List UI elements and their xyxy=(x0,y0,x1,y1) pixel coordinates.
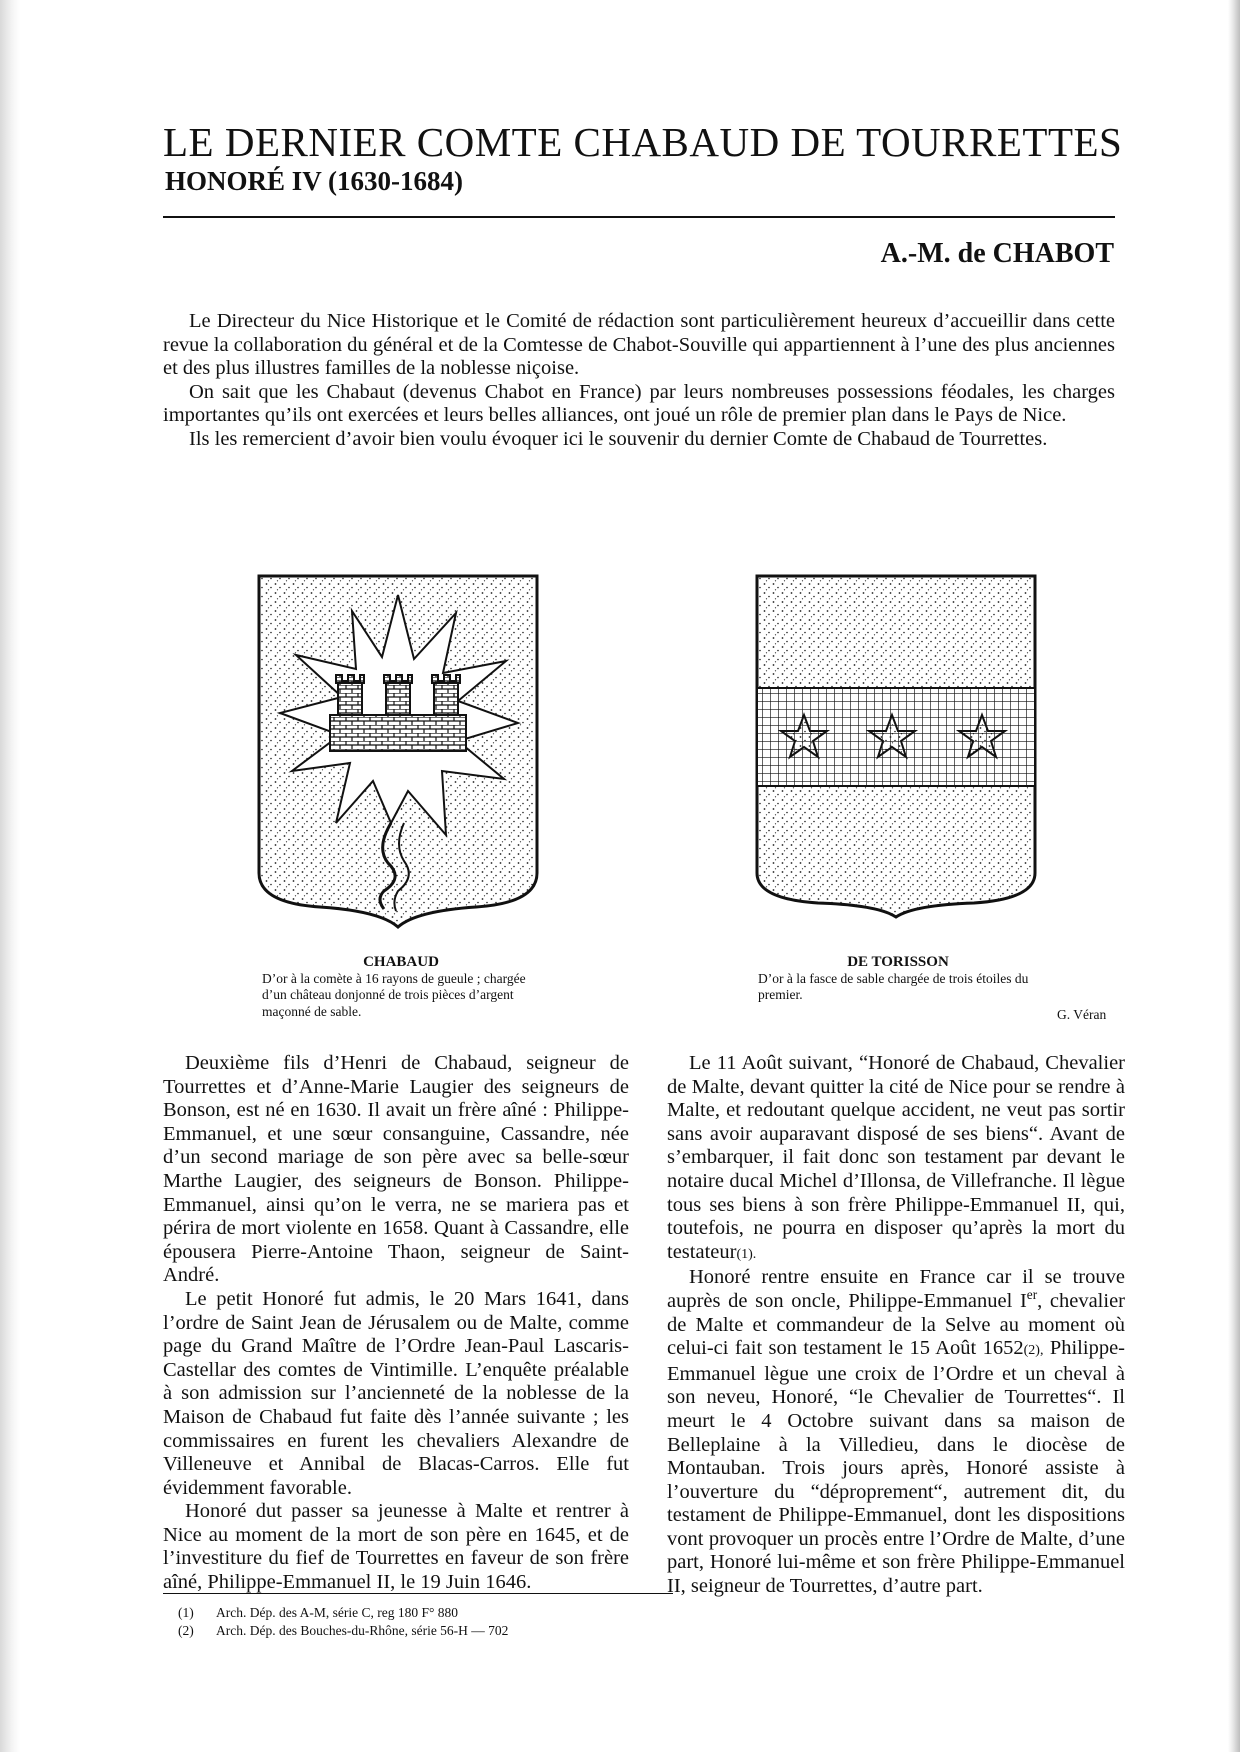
body-text: Philippe-Emmanuel lègue une croix de l’Ordre et un cheval à son neveu, Honoré, “le Chevalier de Tourrettes“. Il meurt le 4 Octobre suivant dans sa maison de Belleplaine à la Villedieu, dans le diocèse de Montauban. Trois jours après, Honoré assiste à l’ouverture du “dépropremen‌t“, autrement dit, du testament de Philippe-Emmanuel, dont les dispositions vont provoquer un procès entre l’Ordre de Malte, d’une part, Honoré lui-même et son frère Philippe-Emmanuel II, seigneur de Tourrettes, d’autre part. xyxy=(667,1337,1125,1598)
intro-paragraph: Ils les remercient d’avoir bien voulu évoquer ici le souvenir du dernier Comte de Chabaud de Tourrettes. xyxy=(189,427,1048,450)
footnote-rule xyxy=(163,1593,673,1594)
figure-caption-torisson xyxy=(758,954,1038,1004)
figure-title: DE TORISSON xyxy=(847,954,949,970)
footnote-text: Arch. Dép. des Bouches-du-Rhône, série 56-H — 702 xyxy=(216,1623,509,1638)
page-edge-shadow-right xyxy=(1228,0,1240,1752)
intro-paragraph: On sait que les Chabaut (devenus Chabot en France) par leurs nombreuses possessions féodales, les charges importantes qu’ils ont exercées et leurs belles alliances, ont joué un rôle de premier plan dans le Pays de Nice. xyxy=(163,380,1115,426)
coat-of-arms-chabaud-icon xyxy=(256,573,540,929)
coat-of-arms-torisson-icon xyxy=(754,573,1038,919)
body-column-right xyxy=(667,1052,1125,1599)
footnote-ref: (2), xyxy=(1023,1343,1044,1359)
article-author: A.-M. de CHABOT xyxy=(880,238,1114,269)
intro-paragraph: Le Directeur du Nice Historique et le Comité de rédaction sont particulièrement heureux d’accueillir dans cette revue la collaboration du général et de la Comtesse de Chabot-Souville qui appartiennent à l’une des plus anciennes et des plus illustres familles de la noblesse niçoise. xyxy=(163,310,1115,379)
footnote-number: (2) xyxy=(178,1623,194,1638)
footnote-ref: (1). xyxy=(736,1246,757,1262)
title-rule xyxy=(163,216,1115,218)
body-text: , chevalier de Malte et commandeur de la Selve au moment où celui-ci fait son testament le 15 Août 1652 xyxy=(667,1289,1125,1360)
ordinal-superscript: er xyxy=(1026,1287,1038,1303)
footnotes xyxy=(178,1604,508,1640)
footnote xyxy=(178,1604,508,1622)
body-text: Le 11 Août suivant, “Honoré de Chabaud, Chevalier de Malte, devant quitter la cité de Nice pour se rendre à Malte, et redoutant quelque accident, ne veut pas sortir sans avoir auparavant disposé de ses biens“. Avant de s’embarquer, il fait donc son testament par devant le notaire ducal Michel d’Illonsa, de Villefranche. Il lègue tous ses biens à son frère Philippe-Emmanuel II, qui, toutefois, ne pourra en disposer qu’après la mort du testateur xyxy=(667,1052,1125,1263)
illustration-credit: G. Véran xyxy=(1057,1007,1107,1022)
footnote-number: (1) xyxy=(178,1605,194,1620)
page-edge-shadow-left xyxy=(0,0,20,1752)
body-paragraph: Deuxième fils d’Henri de Chabaud, seigneur de Tourrettes et d’Anne-Marie Laugier des seigneurs de Bonson, est né en 1630. Il avait un frère aîné : Philippe-Emmanuel, et une sœur consanguine, Cassandre, née d’un second mariage de son père avec sa belle-sœur Marthe Laugier, des seigneurs de Bonson. Philippe-Emmanuel, ainsi qu’on le verra, ne se mariera pas et périra de mort violente en 1658. Quant à Cassandre, elle épousera Pierre-Antoine Thaon, seigneur de Saint-André. xyxy=(163,1052,629,1287)
body-paragraph: Le petit Honoré fut admis, le 20 Mars 1641, dans l’ordre de Saint Jean de Jérusalem ou de Malte, comme page du Grand Maître de l’Ordre Jean-Paul Lascaris-Castellar des comtes de Vintimille. L’enquête préalable à son admission sur l’ancienneté de la noblesse de la Maison de Chabaud fut faite dès l’année suivante ; les commissaires en furent les chevaliers Alexandre de Villeneuve et Annibal de Blacas-Carros. Elle fut évidemment favorable. xyxy=(163,1287,629,1499)
article-title: LE DERNIER COMTE CHABAUD DE TOURRETTES xyxy=(163,119,1123,165)
figure-caption-chabaud xyxy=(262,954,540,1020)
article-subtitle: HONORÉ IV (1630-1684) xyxy=(165,166,464,196)
figure-description: D’or à la fasce de sable chargée de trois étoiles du premier. xyxy=(758,970,1029,1002)
body-paragraph: Honoré dut passer sa jeunesse à Malte et rentrer à Nice au moment de la mort de son père en 1645, et de l’investiture du fief de Tourrettes en faveur de son frère aîné, Philippe-Emmanuel II, le 19 Juin 1646. xyxy=(163,1500,629,1594)
footnote xyxy=(178,1622,508,1640)
body-paragraph xyxy=(667,1266,1125,1598)
editorial-intro xyxy=(163,310,1115,451)
body-text: Honoré rentre ensuite en France car il se trouve auprès de son oncle, Philippe-Emmanuel I xyxy=(667,1266,1125,1312)
body-paragraph xyxy=(667,1052,1125,1266)
body-column-left xyxy=(163,1052,629,1595)
footnote-text: Arch. Dép. des A-M, série C, reg 180 F° 880 xyxy=(216,1605,458,1620)
figure-description: D’or à la comète à 16 rayons de gueule ; chargée d’un château donjonné de trois pièces d’argent maçonné de sable. xyxy=(262,970,526,1019)
figure-title: CHABAUD xyxy=(363,954,439,970)
